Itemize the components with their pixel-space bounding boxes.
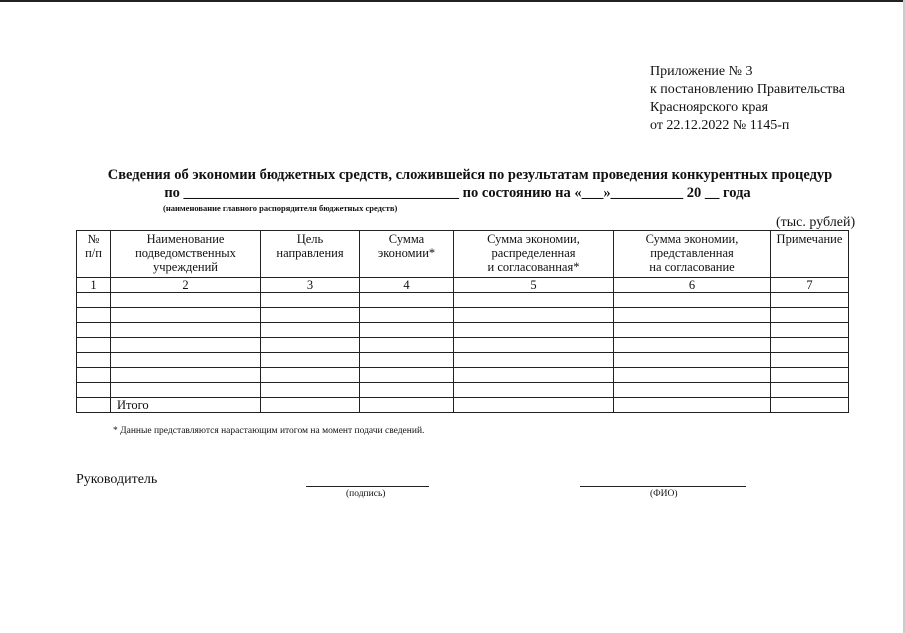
table-header-row xyxy=(77,231,849,278)
header-note: Примечание xyxy=(771,231,849,278)
header-institution: Наименование подведомственных учреждений xyxy=(111,231,261,278)
name-caption: (ФИО) xyxy=(650,489,678,499)
column-number: 5 xyxy=(454,278,614,293)
appendix-line-4: от 22.12.2022 № 1145-п xyxy=(650,118,790,133)
header-savings-amount: Сумма экономии* xyxy=(360,231,454,278)
column-number: 6 xyxy=(614,278,771,293)
name-line xyxy=(580,486,746,487)
total-label: Итого xyxy=(111,398,261,413)
column-number: 4 xyxy=(360,278,454,293)
table-row xyxy=(77,323,849,338)
signature-caption: (подпись) xyxy=(346,489,386,499)
page-top-edge xyxy=(0,0,905,2)
table-row xyxy=(77,293,849,308)
units-label: (тыс. рублей) xyxy=(776,215,856,230)
appendix-line-3: Красноярского края xyxy=(650,100,769,115)
header-savings-distributed: Сумма экономии, распределенная и согласованная* xyxy=(454,231,614,278)
table-row xyxy=(77,308,849,323)
header-savings-submitted: Сумма экономии, представленная на согласование xyxy=(614,231,771,278)
table-row xyxy=(77,368,849,383)
head-signature-label: Руководитель xyxy=(76,472,158,487)
title-subnote: (наименование главного распорядителя бюджетных средств) xyxy=(163,203,398,213)
column-number: 3 xyxy=(261,278,360,293)
column-number: 7 xyxy=(771,278,849,293)
footnote: * Данные представляются нарастающим итогом на момент подачи сведений. xyxy=(113,426,425,436)
column-numbers-row xyxy=(77,278,849,293)
table-row xyxy=(77,338,849,353)
header-purpose: Цель направления xyxy=(261,231,360,278)
signature-line xyxy=(306,486,429,487)
document-title-line-2: по ______________________________________ по состоянию на «___»__________ 20 __ года xyxy=(164,185,751,201)
header-number: № п/п xyxy=(77,231,111,278)
total-row xyxy=(77,398,849,413)
column-number: 1 xyxy=(77,278,111,293)
savings-table xyxy=(76,230,849,413)
table-row xyxy=(77,353,849,368)
appendix-line-2: к постановлению Правительства xyxy=(650,82,846,97)
table-row xyxy=(77,383,849,398)
document-title-line-1: Сведения об экономии бюджетных средств, сложившейся по результатам проведения конкурентных процедур xyxy=(107,167,833,183)
appendix-block xyxy=(650,63,845,135)
column-number: 2 xyxy=(111,278,261,293)
appendix-line-1: Приложение № 3 xyxy=(650,64,753,79)
